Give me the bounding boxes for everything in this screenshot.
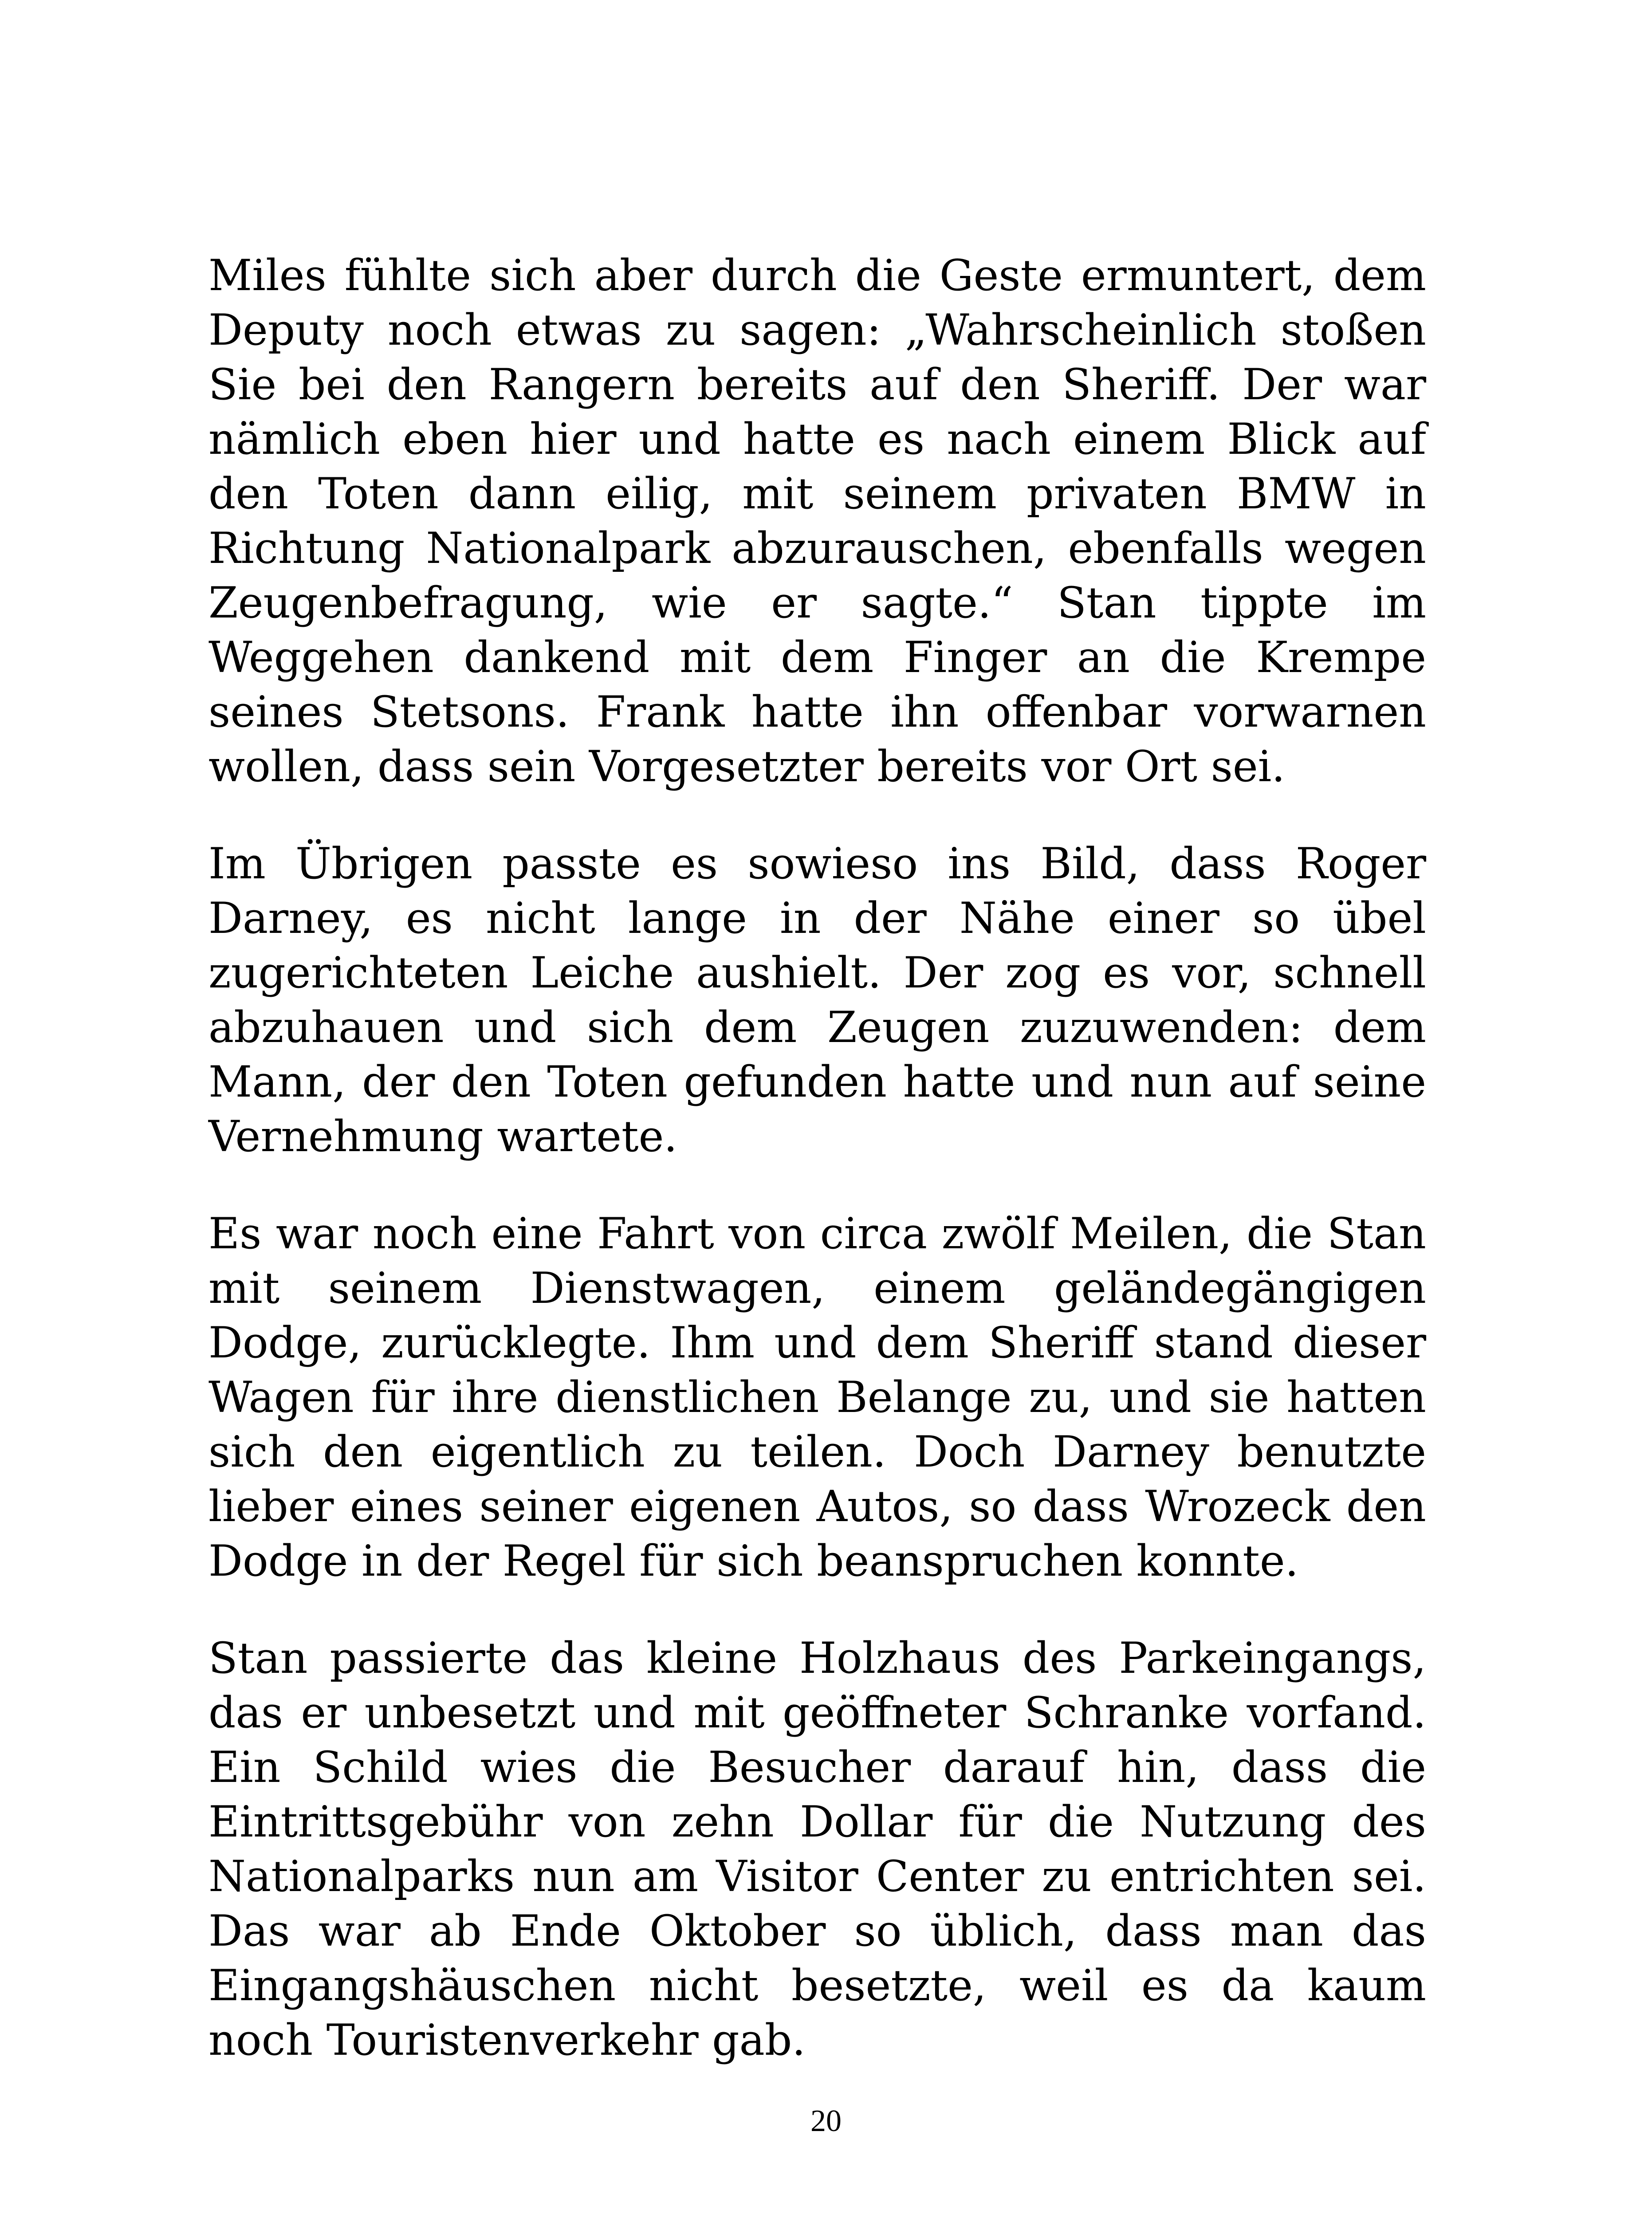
body-text [208,248,1426,2068]
paragraph-4: Stan passierte das kleine Holzhaus des Parkeingangs, das er unbesetzt und mit geöffneter Schranke vorfand. Ein Schild wies die Besucher darauf hin, dass die Eintrittsgebühr von zehn Dollar für die Nutzung des Nationalparks nun am Visitor Center zu entrichten sei. Das war ab Ende Oktober so üblich, dass man das Eingangshäuschen nicht besetzte, weil es da kaum noch Touristenverkehr gab. [208,1633,1426,2065]
paragraph-1: Miles fühlte sich aber durch die Geste ermuntert, dem Deputy noch etwas zu sagen: „Wahrscheinlich stoßen Sie bei den Rangern bereits auf den Sheriff. Der war nämlich eben hier und hatte es nach einem Blick auf den Toten dann eilig, mit seinem privaten BMW in Richtung Nationalpark abzurauschen, ebenfalls wegen Zeugenbefragung, wie er sagte.“ Stan tippte im Weggehen dankend mit dem Finger an die Krempe seines Stetsons. Frank hatte ihn offenbar vorwarnen wollen, dass sein Vorgesetzter bereits vor Ort sei. [208,251,1426,791]
page-number: 20 [810,2104,842,2138]
paragraph-3: Es war noch eine Fahrt von circa zwölf Meilen, die Stan mit seinem Dienstwagen, einem geländegängigen Dodge, zurücklegte. Ihm und dem Sheriff stand dieser Wagen für ihre dienstlichen Belange zu, und sie hatten sich den eigentlich zu teilen. Doch Darney benutzte lieber eines seiner eigenen Autos, so dass Wrozeck den Dodge in der Regel für sich beanspruchen konnte. [208,1209,1426,1586]
paragraph-2: Im Übrigen passte es sowieso ins Bild, dass Roger Darney, es nicht lange in der Nähe einer so übel zugerichteten Leiche aushielt. Der zog es vor, schnell abzuhauen und sich dem Zeugen zuzuwenden: dem Mann, der den Toten gefunden hatte und nun auf seine Vernehmung wartete. [208,839,1426,1161]
